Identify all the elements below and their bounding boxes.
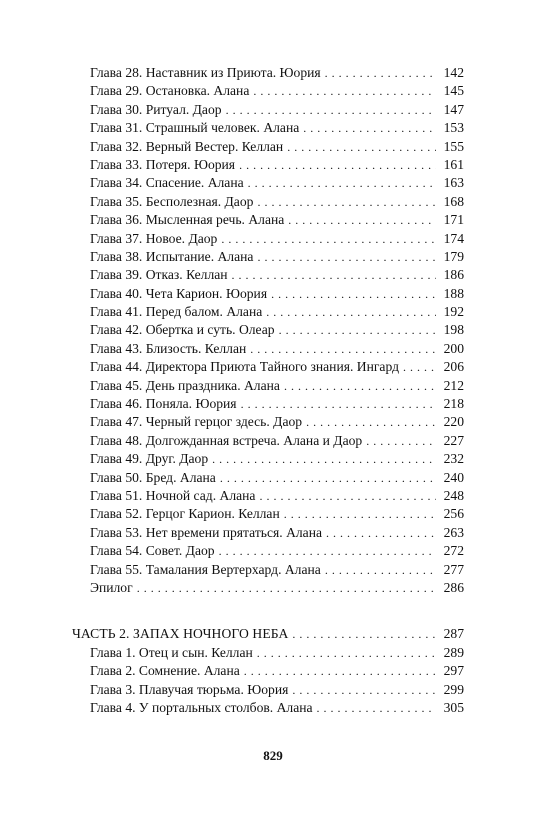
- toc-entry: [72, 542, 464, 560]
- toc-entry: [72, 662, 464, 680]
- toc-entry: [72, 156, 464, 174]
- dot-leader: [248, 174, 436, 192]
- toc-entry-title: Глава 54. Совет. Даор: [90, 543, 215, 559]
- toc-entry-page-number: 289: [443, 644, 464, 660]
- toc-entry-page-number: 227: [443, 432, 464, 448]
- toc-entry-page-number: 220: [443, 414, 464, 430]
- toc-entry-page-number: 286: [443, 579, 464, 595]
- toc-entry: [72, 487, 464, 505]
- part2-title: ЧАСТЬ 2. ЗАПАХ НОЧНОГО НЕБА: [72, 626, 289, 642]
- dot-leader: [325, 64, 436, 82]
- toc-entry: [72, 64, 464, 82]
- toc-entry-page-number: 153: [443, 120, 464, 136]
- toc-entry-page-number: 174: [443, 230, 464, 246]
- toc-entry-title: Глава 35. Бесполезная. Даор: [90, 193, 254, 209]
- toc-entry-title: Глава 2. Сомнение. Алана: [90, 663, 240, 679]
- dot-leader: [266, 303, 436, 321]
- toc-entry-page-number: 198: [443, 322, 464, 338]
- dot-leader: [279, 321, 436, 339]
- part2-heading-row: [72, 625, 464, 643]
- dot-leader: [239, 156, 436, 174]
- dot-leader: [250, 340, 436, 358]
- toc-entry-title: Глава 4. У портальных столбов. Алана: [90, 699, 313, 715]
- toc-entry-page-number: 179: [443, 248, 464, 264]
- toc-entry-page-number: 297: [443, 663, 464, 679]
- dot-leader: [221, 230, 436, 248]
- toc-entry: [72, 340, 464, 358]
- toc-entry: [72, 174, 464, 192]
- toc-entry: [72, 82, 464, 100]
- toc-entry-page-number: 232: [443, 451, 464, 467]
- toc-entry-page-number: 212: [443, 377, 464, 393]
- toc-entry-page-number: 142: [443, 65, 464, 80]
- dot-leader: [303, 119, 436, 137]
- toc-entry-title: Глава 53. Нет времени прятаться. Алана: [90, 524, 323, 540]
- toc-entry-title: Глава 34. Спасение. Алана: [90, 175, 244, 191]
- dot-leader: [226, 101, 436, 119]
- toc-entry-title: Глава 51. Ночной сад. Алана: [90, 487, 256, 503]
- toc-entry-title: Глава 42. Обертка и суть. Олеар: [90, 322, 275, 338]
- part1-chapter-list: [72, 64, 464, 597]
- dot-leader: [292, 625, 436, 643]
- toc-entry: [72, 699, 464, 717]
- toc-entry: [72, 266, 464, 284]
- toc-entry-page-number: 263: [443, 524, 464, 540]
- dot-leader: [366, 432, 436, 450]
- dot-leader: [325, 561, 436, 579]
- toc-entry-title: Глава 32. Верный Вестер. Келлан: [90, 138, 284, 154]
- dot-leader: [220, 469, 436, 487]
- toc-entry-title: Глава 49. Друг. Даор: [90, 451, 209, 467]
- toc-entry: [72, 211, 464, 229]
- dot-leader: [244, 662, 436, 680]
- toc-entry-title: Глава 48. Долгожданная встреча. Алана и Даор: [90, 432, 363, 448]
- part2-page-number: 287: [443, 626, 464, 642]
- toc-entry-title: Глава 55. Тамалания Вертерхард. Алана: [90, 561, 321, 577]
- toc-entry: [72, 561, 464, 579]
- toc-entry-page-number: 192: [443, 304, 464, 320]
- toc-entry: [72, 321, 464, 339]
- toc-entry-page-number: 256: [443, 506, 464, 522]
- dot-leader: [271, 285, 436, 303]
- toc-entry-page-number: 200: [443, 340, 464, 356]
- toc-entry: [72, 248, 464, 266]
- dot-leader: [292, 681, 436, 699]
- dot-leader: [326, 524, 436, 542]
- toc-entry: [72, 579, 464, 597]
- dot-leader: [257, 644, 436, 662]
- toc-entry-title: Глава 1. Отец и сын. Келлан: [90, 644, 253, 660]
- dot-leader: [253, 82, 436, 100]
- toc-entry-page-number: 188: [443, 285, 464, 301]
- toc-entry-title: Глава 44. Директора Приюта Тайного знания. Ингард: [90, 359, 399, 375]
- toc-entry-page-number: 206: [443, 359, 464, 375]
- toc-entry: [72, 193, 464, 211]
- toc-entry-page-number: 155: [443, 138, 464, 154]
- toc-entry-title: Глава 40. Чета Карион. Юория: [90, 285, 268, 301]
- toc-entry: [72, 230, 464, 248]
- dot-leader: [288, 211, 436, 229]
- toc-entry-title: Глава 45. День праздника. Алана: [90, 377, 280, 393]
- toc-entry: [72, 505, 464, 523]
- toc-entry: [72, 119, 464, 137]
- toc-entry: [72, 469, 464, 487]
- section-gap: [72, 597, 464, 625]
- dot-leader: [317, 699, 436, 717]
- toc-entry-page-number: 161: [443, 156, 464, 172]
- toc-entry: [72, 303, 464, 321]
- toc-entry: [72, 377, 464, 395]
- dot-leader: [257, 193, 436, 211]
- page-folio: 829: [263, 748, 283, 763]
- toc-entry: [72, 450, 464, 468]
- dot-leader: [241, 395, 436, 413]
- dot-leader: [137, 579, 436, 597]
- toc-entry-page-number: 299: [443, 681, 464, 697]
- toc-entry-title: Глава 28. Наставник из Приюта. Юория: [90, 65, 321, 80]
- toc-entry-page-number: 145: [443, 83, 464, 99]
- toc-entry-title: Глава 43. Близость. Келлан: [90, 340, 247, 356]
- dot-leader: [212, 450, 436, 468]
- toc-entry-page-number: 147: [443, 101, 464, 117]
- toc-entry: [72, 395, 464, 413]
- dot-leader: [306, 413, 436, 431]
- dot-leader: [287, 138, 436, 156]
- toc-entry: [72, 413, 464, 431]
- toc-entry-title: Эпилог: [90, 579, 133, 595]
- toc-entry: [72, 644, 464, 662]
- toc-entry-title: Глава 38. Испытание. Алана: [90, 248, 254, 264]
- toc-entry-title: Глава 46. Поняла. Юория: [90, 396, 237, 412]
- toc-entry-title: Глава 3. Плавучая тюрьма. Юория: [90, 681, 289, 697]
- toc-entry: [72, 681, 464, 699]
- toc-entry-title: Глава 37. Новое. Даор: [90, 230, 218, 246]
- toc-entry: [72, 358, 464, 376]
- toc-entry-title: Глава 36. Мысленная речь. Алана: [90, 212, 285, 228]
- toc-entry-page-number: 277: [443, 561, 464, 577]
- toc-entry-title: Глава 50. Бред. Алана: [90, 469, 216, 485]
- toc-entry-page-number: 171: [443, 212, 464, 228]
- toc-entry-title: Глава 47. Черный герцог здесь. Даор: [90, 414, 303, 430]
- dot-leader: [219, 542, 436, 560]
- toc-entry-page-number: 240: [443, 469, 464, 485]
- toc-entry-title: Глава 41. Перед балом. Алана: [90, 304, 263, 320]
- toc-entry-page-number: 272: [443, 543, 464, 559]
- dot-leader: [284, 377, 436, 395]
- toc-entry-title: Глава 29. Остановка. Алана: [90, 83, 250, 99]
- toc-entry-title: Глава 33. Потеря. Юория: [90, 156, 236, 172]
- toc-entry-page-number: 305: [443, 699, 464, 715]
- toc-entry: [72, 524, 464, 542]
- toc-entry-title: Глава 30. Ритуал. Даор: [90, 101, 222, 117]
- toc-entry: [72, 138, 464, 156]
- toc-entry: [72, 101, 464, 119]
- part2-chapter-list: [72, 644, 464, 718]
- dot-leader: [232, 266, 436, 284]
- table-of-contents: [72, 64, 464, 717]
- toc-entry-title: Глава 31. Страшный человек. Алана: [90, 120, 300, 136]
- toc-entry: [72, 285, 464, 303]
- toc-entry-page-number: 248: [443, 487, 464, 503]
- toc-entry-title: Глава 39. Отказ. Келлан: [90, 267, 228, 283]
- toc-entry-page-number: 168: [443, 193, 464, 209]
- dot-leader: [403, 358, 436, 376]
- dot-leader: [259, 487, 436, 505]
- toc-entry-title: Глава 52. Герцог Карион. Келлан: [90, 506, 280, 522]
- dot-leader: [284, 505, 436, 523]
- toc-entry-page-number: 186: [443, 267, 464, 283]
- toc-entry-page-number: 163: [443, 175, 464, 191]
- dot-leader: [257, 248, 436, 266]
- toc-entry-page-number: 218: [443, 396, 464, 412]
- toc-entry: [72, 432, 464, 450]
